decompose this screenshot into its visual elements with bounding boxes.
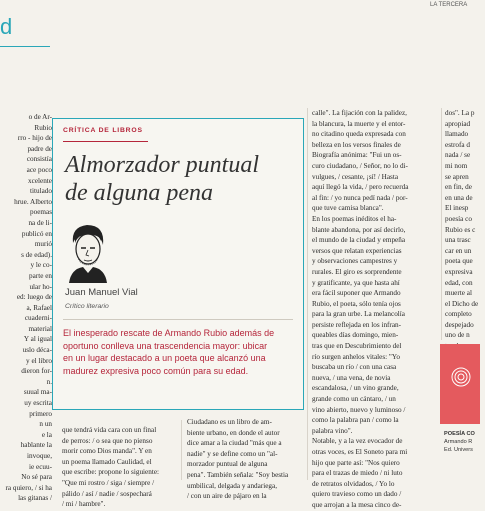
section-tag: CRÍTICA DE LIBROS: [63, 127, 143, 134]
column-divider: [181, 420, 182, 480]
text-line: titulado: [30, 187, 52, 196]
text-line: morir como Dios manda". Y en: [62, 447, 152, 456]
text-line: Ciudadano es un libro de am-: [187, 418, 272, 426]
text-line: Biografía anónima: "Fui un os-: [312, 151, 402, 160]
text-line: suual ma-: [23, 388, 52, 397]
text-line: se apren: [445, 172, 469, 181]
text-line: versos que relatan experiencias: [312, 246, 402, 255]
text-line: car en un: [445, 246, 472, 255]
text-line: completo: [445, 310, 472, 319]
text-line: hrue. Alberto: [14, 197, 52, 206]
text-line: a, Rafael: [26, 303, 52, 312]
review-box: [52, 118, 304, 410]
text-line: dice amar a la ciudad "más que a: [187, 439, 282, 448]
book-caption-title: POESÍA CO: [444, 431, 475, 437]
text-line: o de Ar-: [28, 113, 52, 121]
text-line: era fácil suponer que Armando: [312, 289, 401, 298]
article-column-4: [312, 108, 437, 509]
text-line: invoque,: [27, 452, 52, 460]
text-line: Rubio es c: [445, 225, 476, 234]
text-line: edad, con: [445, 278, 473, 287]
text-line: nadie" y se define como un "al-: [187, 449, 278, 458]
author-role: Crítico literario: [65, 303, 109, 310]
text-line: rurales. El giro es sorprendente: [312, 267, 402, 276]
masthead: LA TERCERA: [430, 2, 468, 8]
text-line: que escribe: propone lo siguiente:: [62, 468, 160, 477]
text-line: / con un aire de pájaro en la: [187, 492, 267, 501]
text-line: dos". La p: [445, 109, 475, 117]
text-line: consistía: [26, 155, 52, 164]
text-line: expresiva: [445, 267, 473, 276]
text-line: curo ciudadano, / Señor, no lo di-: [312, 161, 408, 170]
text-line: blante abandona, por así decirlo,: [312, 225, 406, 234]
text-line: Y al igual: [23, 335, 52, 344]
text-line: queables días domingo, mien-: [312, 331, 399, 340]
book-caption-author: Armando R: [444, 439, 473, 445]
column-divider: [441, 108, 442, 340]
text-line: y gratificante, ya que hasta ahí: [312, 278, 400, 287]
text-line: tras que en Descubrimiento del: [312, 342, 402, 351]
text-line: un poema llamado Caulidad, el: [62, 457, 152, 466]
text-line: el Dicho de: [445, 299, 479, 308]
book-caption-publisher: Ed. Univers: [444, 447, 473, 453]
text-line: dieron for-: [21, 367, 52, 376]
text-line: para la gran urbe. La melancolía: [312, 310, 405, 319]
text-line: que arrojan a la mesa cinco de-: [312, 500, 402, 509]
text-line: vino abierto, nuevo y luminoso /: [312, 405, 406, 414]
text-line: las gitanas /: [18, 494, 52, 503]
text-line: uy escrita: [24, 399, 52, 408]
text-line: ed: luego de: [16, 293, 52, 302]
text-line: hijo que parte así: "Nos quiero: [312, 458, 400, 467]
text-line: na de li-: [28, 218, 52, 227]
text-line: ular ho-: [29, 282, 52, 291]
text-line: otras voces, es El Soneto para mi: [312, 448, 408, 456]
fingerprint-icon: [450, 366, 472, 388]
text-line: buscaba un río / con una casa: [312, 363, 397, 372]
text-line: quiero travieso como un dado /: [312, 490, 402, 499]
text-line: despejado: [445, 320, 474, 329]
text-line: escandalosa, / un vino grande,: [312, 384, 399, 393]
text-line: No sé para: [21, 473, 52, 482]
text-line: grande como un cántaro, / un: [312, 395, 396, 404]
text-line: biente urbano, en donde el autor: [187, 428, 280, 437]
lede-line: oportuno conlleva una trascendencia mayor: ubicar: [63, 340, 268, 351]
text-line: que tuve camisa blanca".: [312, 204, 384, 213]
header-rule: [0, 46, 50, 47]
text-line: río surgen anhelos vitales: "Yo: [312, 352, 400, 361]
text-line: publicó en: [21, 229, 52, 238]
text-line: n un: [39, 420, 52, 429]
text-line: morzador puntual de alguna: [187, 460, 268, 469]
text-line: uno de n: [445, 331, 470, 340]
article-column-5: [445, 108, 485, 340]
text-line: calle". La fijación con la palidez,: [312, 109, 407, 117]
text-line: poeta que: [445, 257, 473, 266]
lede-paragraph: [63, 327, 295, 377]
text-line: no citadino queda expresada con: [312, 130, 406, 139]
text-line: de retratos olvidados, / Yo lo: [312, 479, 395, 488]
text-line: n.: [46, 377, 52, 386]
text-line: de perros: / o sea que no pienso: [62, 436, 153, 445]
text-line: persiste reflejada en los infran-: [312, 320, 402, 329]
text-line: y le co-: [30, 261, 52, 270]
lede-line: en un lugar destacado a un poeta que alcanzó una: [63, 353, 266, 363]
text-line: cuaderni-: [24, 314, 52, 323]
text-line: en fin, de: [445, 183, 472, 192]
text-line: s de edad).: [21, 250, 52, 259]
column-divider: [307, 108, 308, 480]
text-line: murió: [34, 240, 52, 249]
text-line: ie ecuu-: [29, 462, 52, 471]
left-article-column: [0, 112, 52, 503]
text-line: estrofa d: [445, 140, 470, 149]
text-line: ace poco: [26, 165, 52, 174]
text-line: belleza en los versos finales de: [312, 140, 401, 149]
text-line: umbilical, delgada y andariega,: [187, 481, 278, 490]
text-line: / mi / hambre".: [62, 500, 106, 509]
text-line: parte en: [29, 271, 52, 280]
text-line: muerte al: [445, 289, 472, 298]
text-line: apropiad: [445, 119, 471, 128]
text-line: rro - hijo de: [17, 134, 52, 143]
text-line: nada / se: [445, 151, 471, 160]
headline-fragment: d: [0, 14, 14, 39]
text-line: como la palabra pan / como la: [312, 416, 399, 425]
article-title: [65, 151, 295, 207]
book-caption: [444, 430, 480, 454]
article-column-3: [187, 417, 302, 501]
lede-line: madurez expresiva poco común para su edad.: [63, 365, 249, 376]
text-line: al fin: / yo nunca pedí nada / por-: [312, 193, 408, 202]
text-line: y observaciones campestres y: [312, 257, 398, 266]
text-line: xcelente: [28, 176, 52, 185]
text-line: pálido / así / nadie / sospechará: [62, 489, 152, 498]
text-line: Rubio, el poeta, sólo tenía ojos: [312, 299, 401, 308]
lede-line: El inesperado rescate de Armando Rubio además de: [63, 328, 275, 338]
text-line: para el trazas de miedo / ni luto: [312, 469, 403, 478]
text-line: Notable, y a la vez evocador de: [312, 437, 403, 446]
text-line: pena". También señala: "Soy bestia: [187, 470, 289, 479]
article-column-2: [62, 425, 177, 509]
text-line: la blancura, la muerte y el entor-: [312, 119, 406, 128]
text-line: poesía co: [445, 214, 472, 223]
text-line: material: [28, 324, 52, 333]
text-line: "Que mi rostro / siga / siempre /: [62, 478, 155, 487]
text-line: aquí llegó la vida, / pero recuerda: [312, 183, 409, 192]
text-line: primero: [29, 409, 52, 418]
text-line: hablante la: [20, 441, 52, 450]
text-line: ra quiero, / si ha: [5, 483, 52, 492]
text-line: mi nom: [445, 161, 468, 170]
text-line: nueva, / una vena, de novia: [312, 373, 391, 382]
text-line: En los poemas inéditos el ha-: [312, 214, 397, 223]
title-line: Almorzador puntual: [65, 152, 260, 178]
text-line: padre de: [27, 144, 52, 153]
box-divider: [63, 319, 293, 320]
text-line: uslo déca-: [22, 346, 52, 355]
author-portrait-illustration: [65, 221, 111, 283]
text-line: el mundo de la ciudad y empeña: [312, 236, 406, 245]
author-name: Juan Manuel Vial: [65, 287, 138, 298]
text-line: en una de: [445, 193, 473, 202]
text-line: palabra vino".: [312, 426, 353, 435]
section-tag-rule: [63, 141, 148, 142]
title-line: de alguna pena: [65, 180, 213, 206]
text-line: llamado: [445, 130, 469, 139]
text-line: una trasc: [445, 236, 471, 245]
text-line: Rubio: [34, 123, 52, 132]
text-line: El inesp: [445, 204, 469, 213]
text-line: e la: [41, 430, 52, 439]
book-cover-image: [440, 344, 480, 424]
text-line: poemas: [30, 208, 52, 217]
text-line: y el libro: [26, 356, 52, 365]
text-line: que tendrá vida cara con un final: [62, 426, 157, 434]
text-line: vulgues, / cesante, ¡sí! / Hasta: [312, 172, 399, 181]
